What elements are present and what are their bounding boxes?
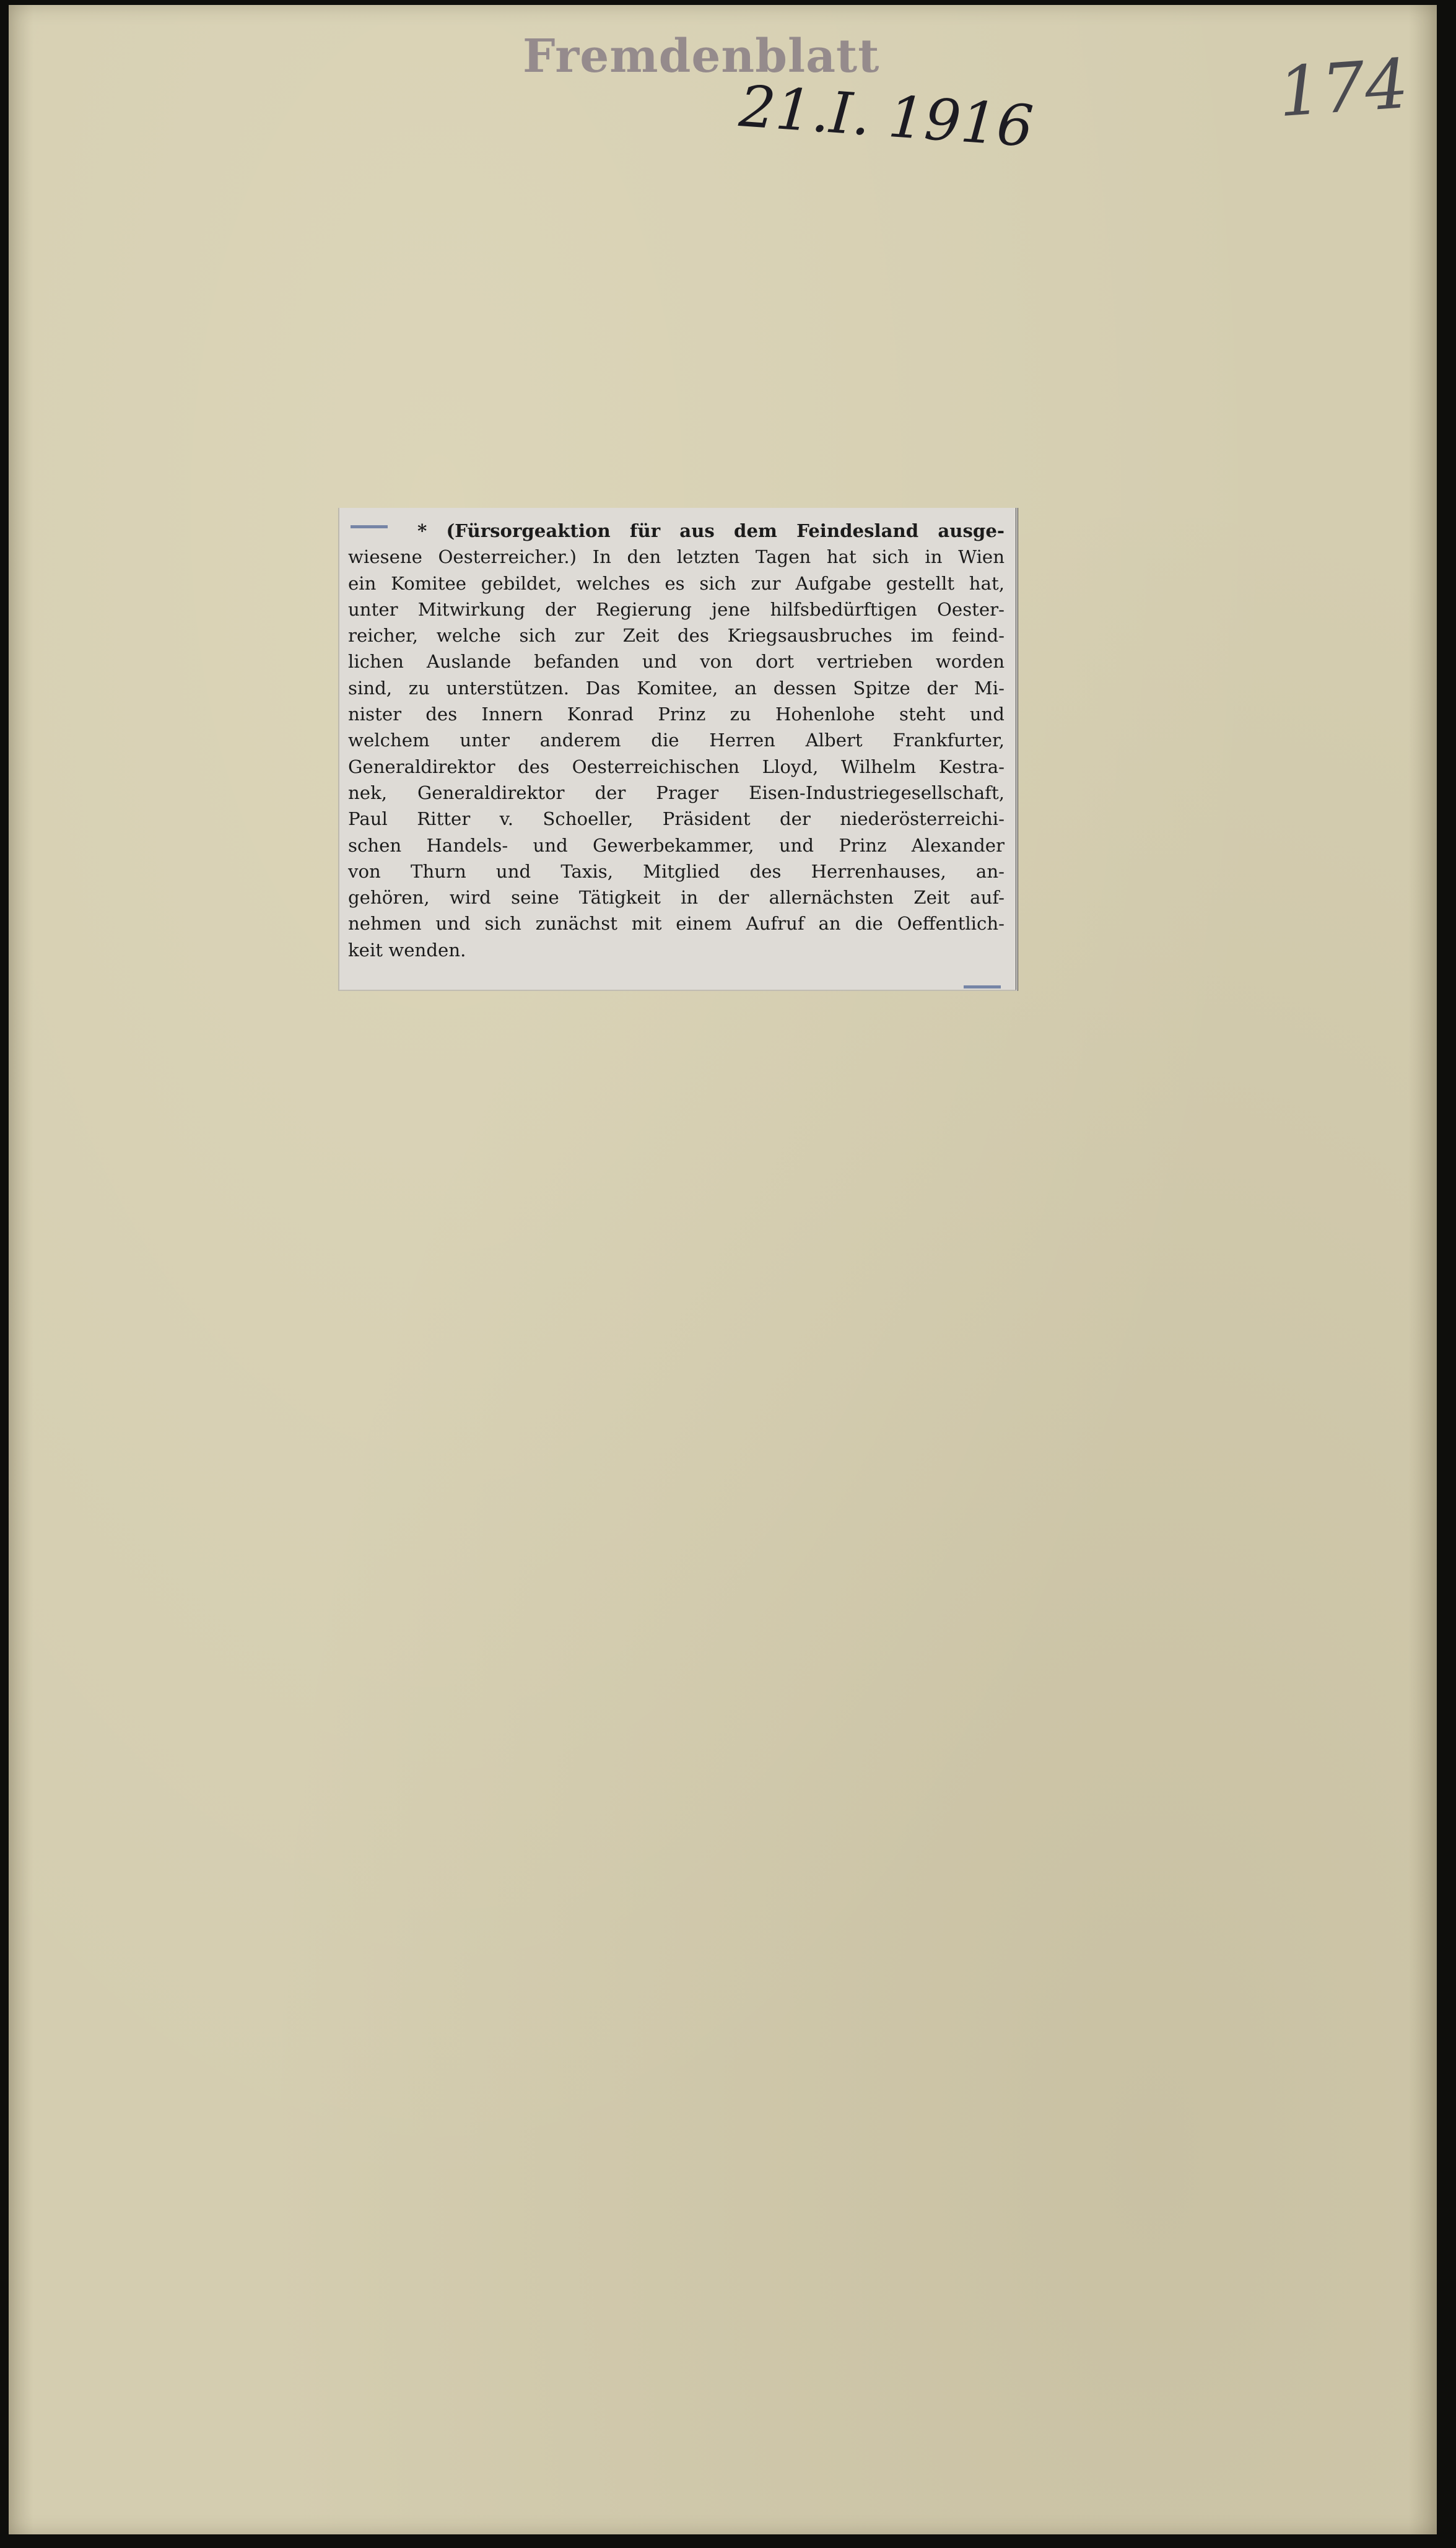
article-line: keit wenden. bbox=[348, 939, 466, 961]
blue-pencil-mark bbox=[964, 985, 1001, 988]
blue-pencil-mark bbox=[351, 525, 388, 528]
article-line: Paul Ritter v. Schoeller, Präsident der niederösterreichi- bbox=[348, 808, 1005, 830]
newspaper-source-stamp: Fremdenblatt bbox=[523, 30, 880, 83]
article-line: unter Mitwirkung der Regierung jene hilfsbedürftigen Oester- bbox=[348, 598, 1005, 620]
article-line: lichen Auslande befanden und von dort vertrieben worden bbox=[348, 651, 1005, 673]
handwritten-date: 21.I. 1916 bbox=[737, 73, 1035, 160]
article-line: * (Fürsorgeaktion für aus dem Feindesland ausge- bbox=[417, 520, 1005, 541]
folio-number: 174 bbox=[1275, 43, 1411, 133]
article-line: von Thurn und Taxis, Mitglied des Herrenhauses, an- bbox=[348, 860, 1005, 882]
article-line: nister des Innern Konrad Prinz zu Hohenlohe steht und bbox=[348, 704, 1005, 725]
article-text bbox=[348, 518, 1005, 963]
newspaper-clipping bbox=[338, 508, 1018, 991]
article-line: schen Handels- und Gewerbekammer, und Prinz Alexander bbox=[348, 834, 1005, 856]
article-line: welchem unter anderem die Herren Albert Frankfurter, bbox=[348, 730, 1005, 751]
article-line: nek, Generaldirektor der Prager Eisen-Industriegesellschaft, bbox=[348, 782, 1005, 803]
article-line: wiesene Oesterreicher.) In den letzten Tagen hat sich in Wien bbox=[348, 546, 1005, 568]
article-line: gehören, wird seine Tätigkeit in der allernächsten Zeit auf- bbox=[348, 887, 1005, 909]
article-line: reicher, welche sich zur Zeit des Kriegsausbruches im feind- bbox=[348, 625, 1005, 647]
article-line: ein Komitee gebildet, welches es sich zur Aufgabe gestellt hat, bbox=[348, 572, 1005, 594]
article-line: Generaldirektor des Oesterreichischen Lloyd, Wilhelm Kestra- bbox=[348, 756, 1005, 777]
archive-sheet bbox=[9, 5, 1437, 2534]
article-line: sind, zu unterstützen. Das Komitee, an dessen Spitze der Mi- bbox=[348, 677, 1005, 699]
article-line: nehmen und sich zunächst mit einem Aufruf an die Oeffentlich- bbox=[348, 913, 1005, 935]
